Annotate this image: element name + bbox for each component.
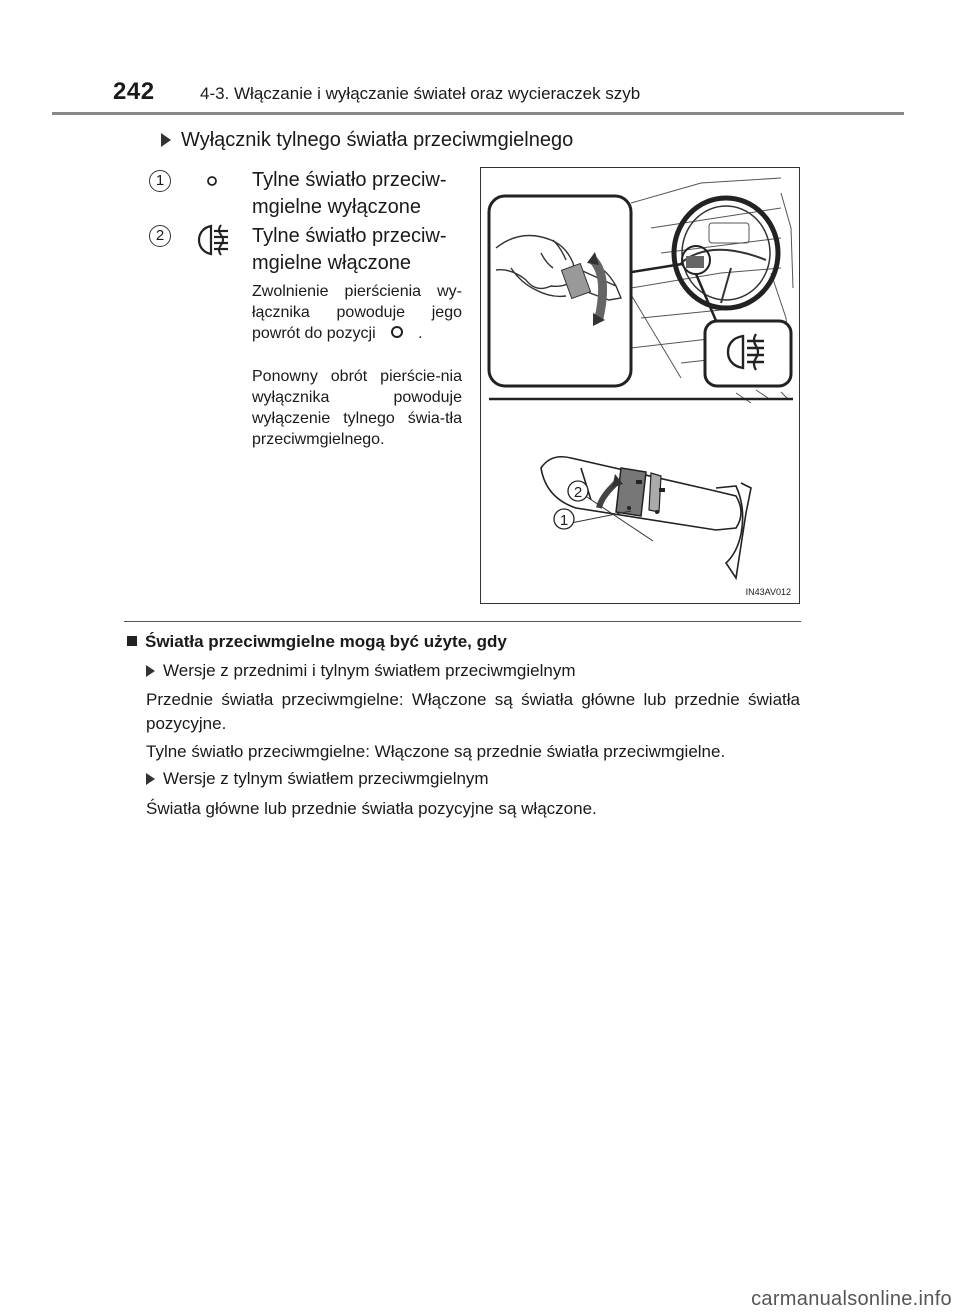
variant-rear-only: Wersje z tylnym światłem przeciwmgielnym	[146, 769, 489, 789]
release-note: Zwolnienie pierścienia wy-łącznika powoduje jego powrót do pozycji .	[252, 283, 462, 342]
header-divider	[52, 112, 904, 115]
rear-only-condition: Światła główne lub przednie światła pozycyjne są włączone.	[146, 799, 597, 818]
switch-heading: Wyłącznik tylnego światła przeciwmgielnego	[161, 129, 573, 152]
rear-fog-condition: Tylne światło przeciwmgielne: Włączone są przednie światła przeciwmgielne.	[146, 742, 726, 761]
rear-fog-lamp-icon	[197, 223, 235, 257]
bullet-triangle-icon	[146, 665, 155, 677]
callout-1: 1	[559, 512, 569, 529]
section-divider	[124, 621, 801, 622]
figure-drawing	[481, 168, 798, 602]
page-number: 242	[113, 78, 155, 105]
chapter-title: 4-3. Włączanie i wyłączanie świateł oraz wycieraczek szyb	[200, 84, 641, 103]
switch-illustration	[480, 167, 800, 604]
item-number-1: 1	[149, 170, 171, 192]
conditions-heading: Światła przeciwmgielne mogą być użyte, gdy	[127, 632, 507, 652]
callout-2: 2	[573, 484, 583, 501]
item-2-label: Tylne światło przeciw- mgielne włączone	[252, 225, 447, 274]
bullet-triangle-icon	[161, 133, 171, 147]
variant-front-rear: Wersje z przednimi i tylnym światłem przeciwmgielnym	[146, 661, 576, 681]
watermark: carmanualsonline.info	[751, 1288, 952, 1310]
square-bullet-icon	[127, 636, 137, 646]
bullet-triangle-icon	[146, 773, 155, 785]
item-1-label: Tylne światło przeciw- mgielne wyłączone	[252, 169, 447, 218]
figure-code: IN43AV012	[745, 587, 791, 597]
item-number-2: 2	[149, 225, 171, 247]
front-fog-condition: Przednie światła przeciwmgielne: Włączone są światła główne lub przednie światła pozycyjne.	[146, 690, 800, 733]
turn-off-note: Ponowny obrót pierście-nia wyłącznika powoduje wyłączenie tylnego świa-tła przeciwmgielnego.	[252, 368, 462, 448]
fog-off-indicator-icon	[206, 175, 218, 187]
fog-off-indicator-icon	[388, 325, 406, 339]
